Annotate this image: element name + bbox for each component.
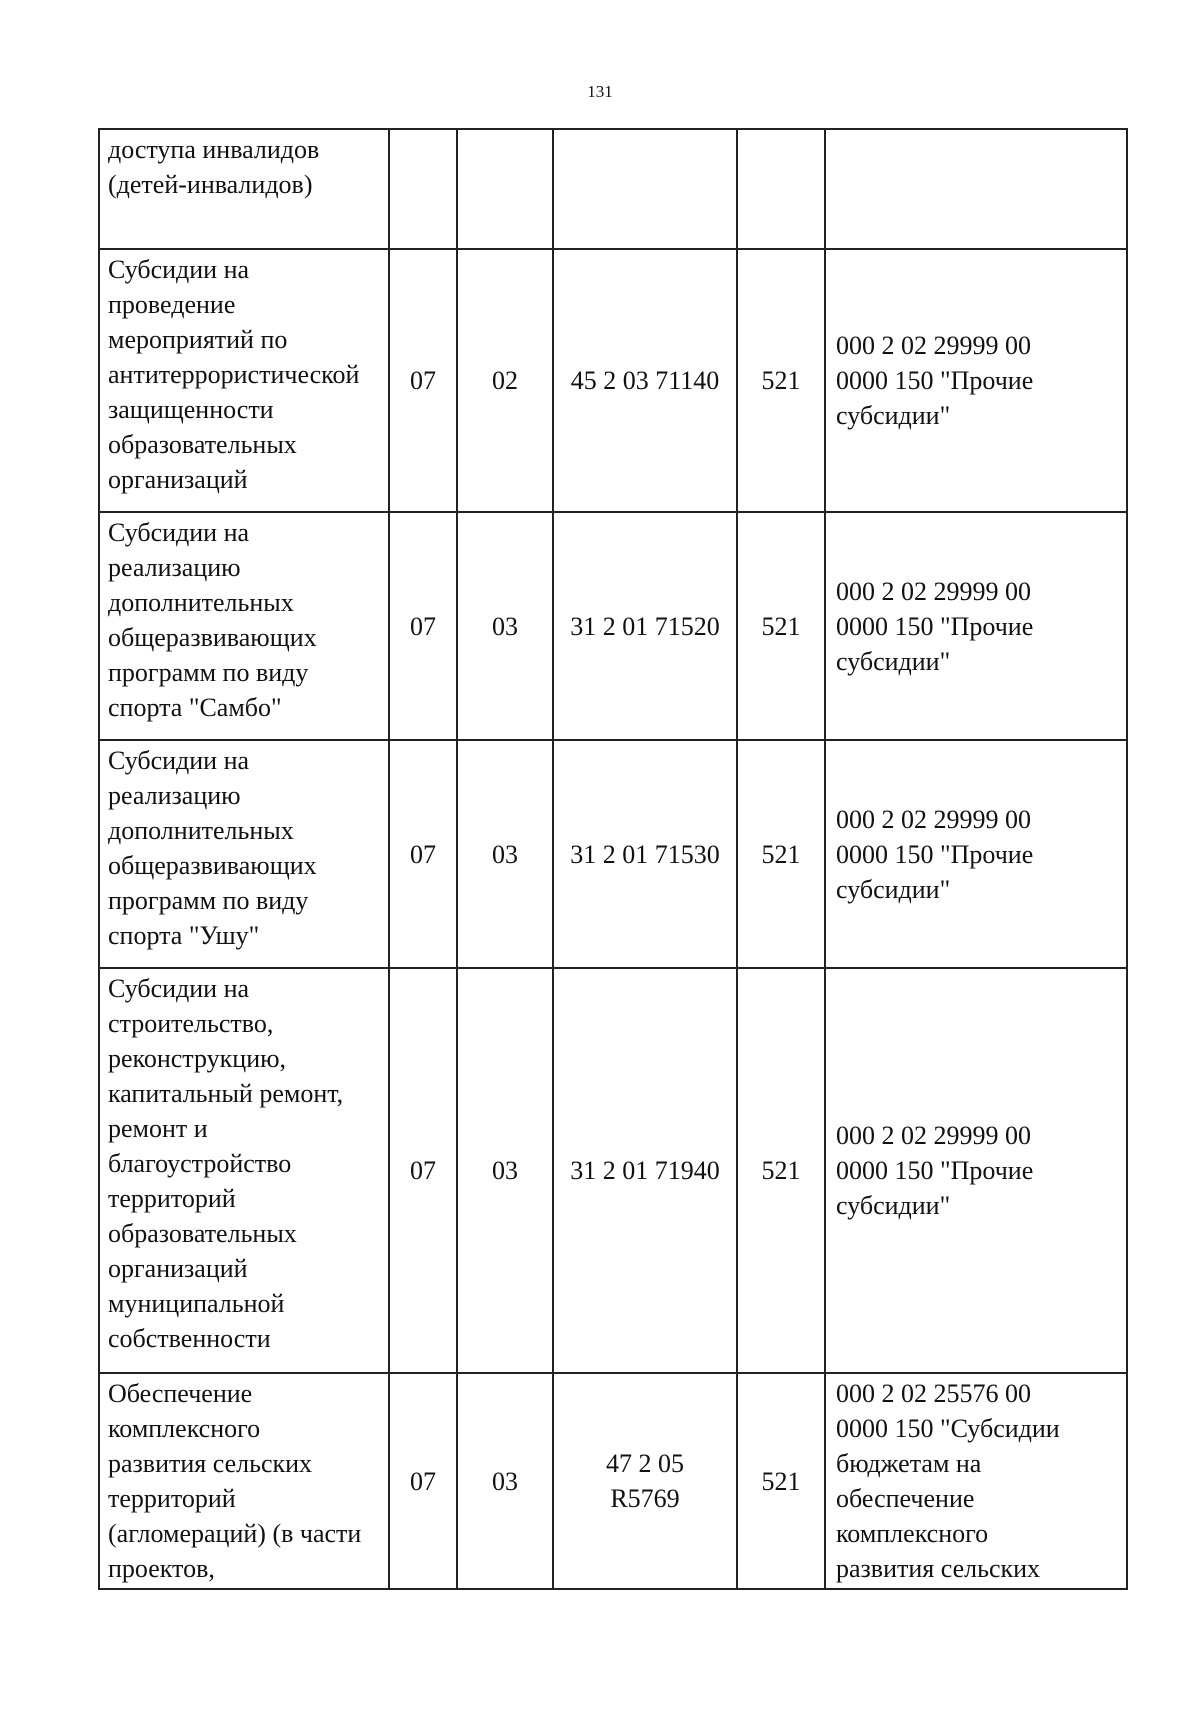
description-line: Обеспечение <box>108 1379 253 1408</box>
description-line: спорта "Ушу" <box>108 921 260 950</box>
revenue-code-cell <box>825 512 1127 740</box>
revenue-code-line: бюджетам на <box>836 1449 982 1478</box>
description-line: Субсидии на <box>108 518 250 547</box>
description-line: дополнительных <box>108 816 294 845</box>
table-row <box>99 249 1127 512</box>
target-article-line: 31 2 01 71520 <box>570 611 720 641</box>
description-line: спорта "Самбо" <box>108 693 282 722</box>
subsection-cell: 03 <box>457 740 553 968</box>
description-line: проведение <box>108 290 236 319</box>
description-line: Субсидии на <box>108 974 250 1003</box>
expense-type-cell: 521 <box>737 968 825 1373</box>
description-line: образовательных <box>108 1219 297 1248</box>
description-line: реализацию <box>108 553 241 582</box>
revenue-code-line: 000 2 02 29999 00 <box>836 576 1031 606</box>
subsection-cell: 03 <box>457 1373 553 1589</box>
description-line: территорий <box>108 1184 236 1213</box>
revenue-code-line: субсидии" <box>836 646 951 676</box>
description-line: общеразвивающих <box>108 623 317 652</box>
description-cell <box>99 1373 389 1589</box>
revenue-code-line: развития сельских <box>836 1554 1041 1583</box>
section-cell <box>389 129 457 249</box>
description-line: Субсидии на <box>108 746 250 775</box>
revenue-code-line: 000 2 02 25576 00 <box>836 1379 1031 1408</box>
revenue-code-line: 0000 150 "Субсидии <box>836 1414 1060 1443</box>
table-row <box>99 1373 1127 1589</box>
description-line: мероприятий по <box>108 325 288 354</box>
table-row <box>99 129 1127 249</box>
expense-type-cell: 521 <box>737 249 825 512</box>
description-cell <box>99 968 389 1373</box>
description-line: благоустройство <box>108 1149 292 1178</box>
description-line: развития сельских <box>108 1449 313 1478</box>
target-article-cell <box>553 740 737 968</box>
target-article-line: 47 2 05 <box>606 1449 684 1478</box>
table-row <box>99 968 1127 1373</box>
revenue-code-line: 0000 150 "Прочие <box>836 611 1034 641</box>
target-article-line: R5769 <box>610 1484 680 1513</box>
revenue-code-line: субсидии" <box>836 401 951 430</box>
revenue-code-line: 000 2 02 29999 00 <box>836 331 1031 360</box>
target-article-line: 31 2 01 71940 <box>570 1156 720 1185</box>
expense-type-cell: 521 <box>737 1373 825 1589</box>
description-line: реконструкцию, <box>108 1044 287 1073</box>
description-line: антитеррористической <box>108 360 360 389</box>
target-article-cell <box>553 512 737 740</box>
revenue-code-line: комплексного <box>836 1519 989 1548</box>
revenue-code-cell <box>825 740 1127 968</box>
description-line: программ по виду <box>108 658 309 687</box>
description-line: защищенности <box>108 395 274 424</box>
target-article-cell <box>553 968 737 1373</box>
description-cell <box>99 249 389 512</box>
expense-type-cell: 521 <box>737 512 825 740</box>
subsection-cell: 03 <box>457 512 553 740</box>
description-line: проектов, <box>108 1554 215 1583</box>
description-line: программ по виду <box>108 886 309 915</box>
revenue-code-cell <box>825 1373 1127 1589</box>
description-cell <box>99 512 389 740</box>
description-line: общеразвивающих <box>108 851 317 880</box>
description-line: собственности <box>108 1324 271 1353</box>
description-line: ремонт и <box>108 1114 208 1143</box>
description-line: (агломераций) (в части <box>108 1519 362 1548</box>
revenue-code-line: субсидии" <box>836 874 951 904</box>
description-line: муниципальной <box>108 1289 285 1318</box>
section-cell: 07 <box>389 249 457 512</box>
description-line: организаций <box>108 465 248 494</box>
subsection-cell: 02 <box>457 249 553 512</box>
expense-type-cell: 521 <box>737 740 825 968</box>
revenue-code-line: 000 2 02 29999 00 <box>836 804 1031 834</box>
section-cell: 07 <box>389 512 457 740</box>
description-line: Субсидии на <box>108 255 250 284</box>
section-cell: 07 <box>389 740 457 968</box>
subsection-cell <box>457 129 553 249</box>
description-cell <box>99 129 389 249</box>
revenue-code-line: обеспечение <box>836 1484 975 1513</box>
revenue-code-line: 0000 150 "Прочие <box>836 366 1034 395</box>
revenue-code-line: 000 2 02 29999 00 <box>836 1121 1031 1150</box>
revenue-code-cell <box>825 968 1127 1373</box>
description-line: дополнительных <box>108 588 294 617</box>
description-line: комплексного <box>108 1414 261 1443</box>
subsection-cell: 03 <box>457 968 553 1373</box>
revenue-code-line: субсидии" <box>836 1191 951 1220</box>
table-body <box>99 129 1127 1589</box>
description-line: (детей-инвалидов) <box>108 170 313 199</box>
description-line: образовательных <box>108 430 297 459</box>
revenue-code-line: 0000 150 "Прочие <box>836 839 1034 869</box>
target-article-line: 31 2 01 71530 <box>570 839 720 869</box>
budget-table <box>98 128 1128 1590</box>
table-row <box>99 740 1127 968</box>
description-line: капитальный ремонт, <box>108 1079 344 1108</box>
revenue-code-cell <box>825 129 1127 249</box>
target-article-line: 45 2 03 71140 <box>570 366 720 395</box>
description-cell <box>99 740 389 968</box>
description-line: доступа инвалидов <box>108 135 320 164</box>
page-number: 131 <box>587 82 613 101</box>
section-cell: 07 <box>389 968 457 1373</box>
table-row <box>99 512 1127 740</box>
description-line: территорий <box>108 1484 236 1513</box>
expense-type-cell <box>737 129 825 249</box>
description-line: строительство, <box>108 1009 274 1038</box>
revenue-code-line: 0000 150 "Прочие <box>836 1156 1034 1185</box>
section-cell: 07 <box>389 1373 457 1589</box>
target-article-cell <box>553 1373 737 1589</box>
description-line: реализацию <box>108 781 241 810</box>
target-article-cell <box>553 249 737 512</box>
description-line: организаций <box>108 1254 248 1283</box>
target-article-cell <box>553 129 737 249</box>
revenue-code-cell <box>825 249 1127 512</box>
